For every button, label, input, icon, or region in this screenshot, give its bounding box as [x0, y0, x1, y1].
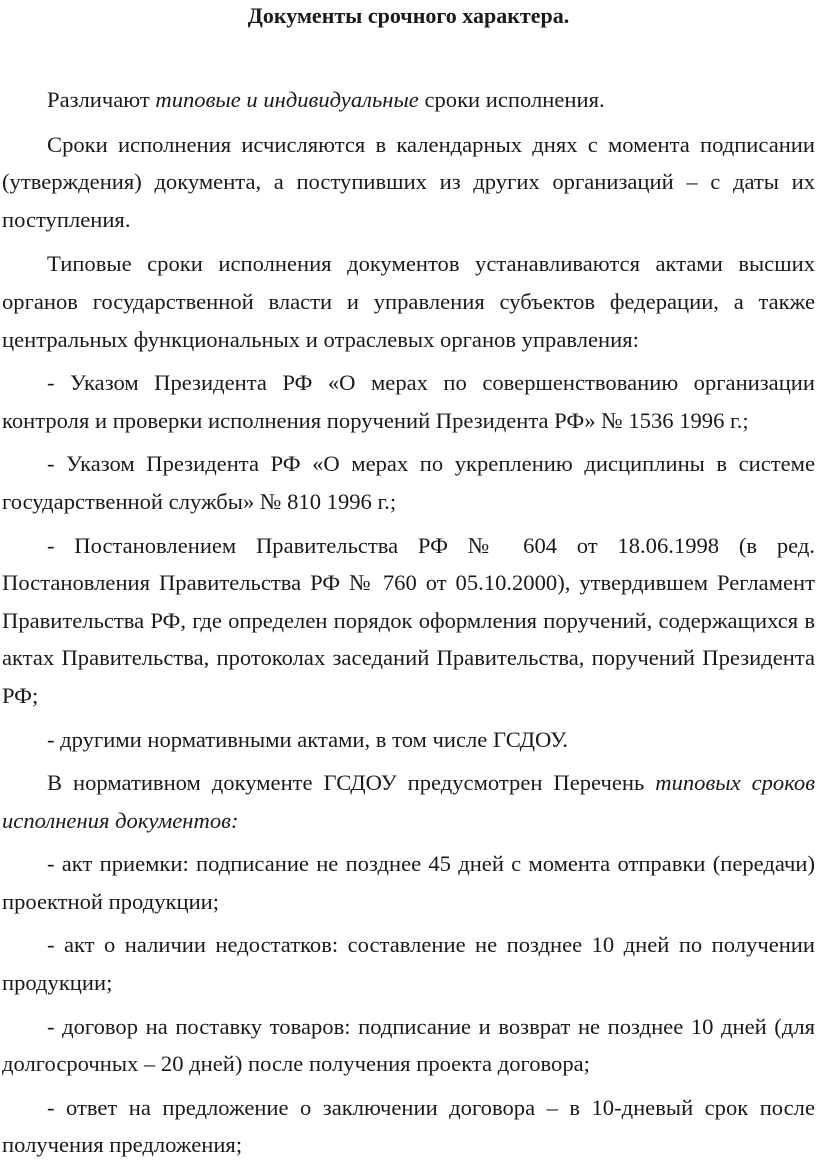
- paragraph-term-types: [2, 81, 815, 119]
- list-item-other-acts: - другими нормативными актами, в том числе ГСДОУ.: [47, 726, 569, 752]
- paragraph-text: Различают: [47, 87, 156, 112]
- paragraph-standard-terms: Типовые сроки исполнения документов устанавливаются актами высших органов государственной власти и управления субъектов федерации, а также центральных функциональных и отраслевых органов управления:: [2, 251, 815, 352]
- list-item-acceptance-act: - акт приемки: подписание не позднее 45 дней с момента отправки (передачи) проектной продукции;: [2, 851, 815, 914]
- paragraph-emphasis: типовые и индивидуальные: [155, 87, 419, 112]
- list-item-supply-contract: - договор на поставку товаров: подписание и возврат не позднее 10 дней (для долгосрочных – 20 дней) после получения проекта договора;: [2, 1013, 815, 1077]
- paragraph-text: В нормативном документе ГСДОУ предусмотрен Перечень: [47, 770, 656, 796]
- paragraph-text: сроки исполнения.: [418, 87, 605, 112]
- list-item-decree-810: - Указом Президента РФ «О мерах по укреплению дисциплины в системе государственной службы» № 810 1996 г.;: [2, 451, 815, 514]
- list-item-defects-act: - акт о наличии недостатков: составление не позднее 10 дней по получении продукции;: [2, 932, 815, 996]
- list-item-resolution-604: - Постановлением Правительства РФ № 604 от 18.06.1998 (в ред. Постановления Правительства РФ № 760 от 05.10.2000), утвердившем Регламент Правительства РФ, где определен порядок оформления поручений, содержащихся в актах Правительства, протоколах заседаний Правительства, поручений Президента РФ;: [2, 532, 815, 708]
- list-item-contract-offer: - ответ на предложение о заключении договора – в 10-дневый срок после получения предложения;: [2, 1094, 815, 1158]
- list-item-decree-1536: - Указом Президента РФ «О мерах по совершенствованию организации контроля и проверки исполнения поручений Президента РФ» № 1536 1996 г.;: [2, 370, 815, 433]
- document-title: Документы срочного характера.: [247, 3, 570, 28]
- paragraph-emphasis: типовых сроков исполнения документов:: [2, 770, 816, 833]
- paragraph-gsdou-list: [2, 764, 815, 839]
- paragraph-term-calculation: Сроки исполнения исчисляются в календарных днях с момента подписании (утверждения) документа, а поступивших из других организаций – с даты их поступления.: [2, 131, 815, 232]
